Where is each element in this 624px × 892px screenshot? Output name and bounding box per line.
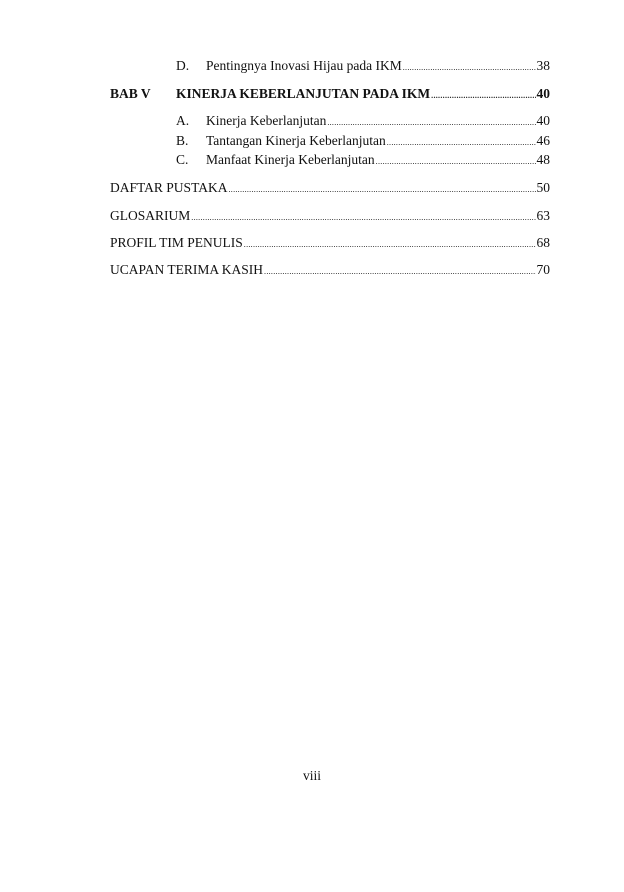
toc-entry-b[interactable] [176,133,550,151]
dot-leader [431,91,535,100]
toc-page: 50 [536,180,550,195]
page-number: viii [302,768,321,783]
dot-leader [191,213,535,222]
toc-letter: C. [176,152,189,167]
toc-title: PROFIL TIM PENULIS [110,235,243,250]
toc-entry-ucapan-terima-kasih[interactable] [110,262,550,280]
toc-entry-profil-tim-penulis[interactable] [110,235,550,253]
dot-leader [376,157,536,166]
dot-leader [244,240,536,249]
toc-entry-daftar-pustaka[interactable] [110,180,550,198]
toc-title: UCAPAN TERIMA KASIH [110,262,264,277]
chapter-title: KINERJA KEBERLANJUTAN PADA IKM [176,86,431,101]
toc-page: 38 [536,58,550,73]
toc-title: Pentingnya Inovasi Hijau pada IKM [206,58,402,73]
toc-page: 48 [536,152,550,167]
chapter-label: BAB V [110,86,151,101]
toc-chapter-bab-v[interactable] [110,86,550,104]
toc-entry-glosarium[interactable] [110,208,550,226]
chapter-page: 40 [536,86,550,101]
toc-page: 70 [536,262,550,277]
toc-letter: D. [176,58,190,73]
toc-entry-a[interactable] [176,113,550,131]
toc-page: 46 [536,133,550,148]
toc-title: GLOSARIUM [110,208,191,223]
toc-entry-d[interactable] [176,58,550,76]
toc-page: 40 [536,113,550,128]
toc-title: Kinerja Keberlanjutan [206,113,327,128]
dot-leader [327,118,535,127]
dot-leader [228,185,535,194]
toc-title: Tantangan Kinerja Keberlanjutan [206,133,386,148]
toc-letter: B. [176,133,189,148]
toc-page: 68 [536,235,550,250]
toc-title: DAFTAR PUSTAKA [110,180,228,195]
dot-leader [387,138,536,147]
toc-entry-c[interactable] [176,152,550,170]
toc-title: Manfaat Kinerja Keberlanjutan [206,152,375,167]
dot-leader [264,267,535,276]
toc-letter: A. [176,113,190,128]
toc-page: 63 [536,208,550,223]
dot-leader [403,63,536,72]
